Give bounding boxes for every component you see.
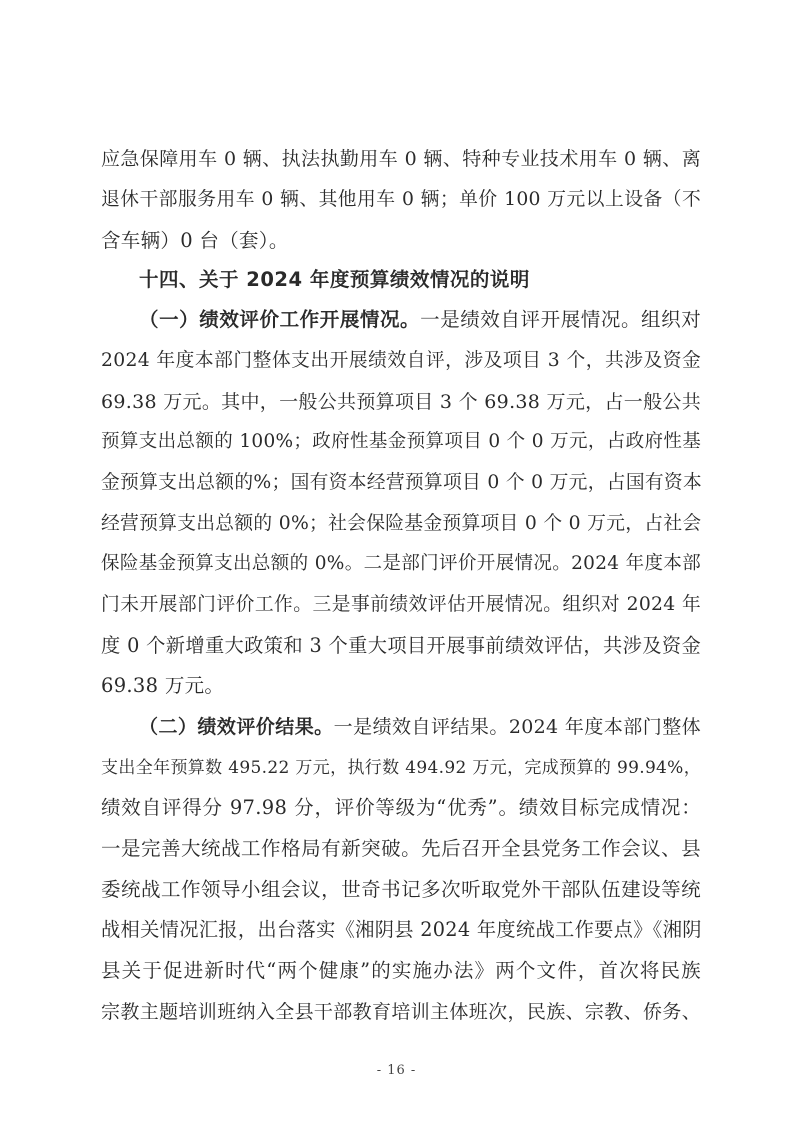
body-text-line: 2024 年度本部门整体支出开展绩效自评，涉及项目 3 个，共涉及资金 [101, 350, 701, 371]
body-text-line: 一是完善大统战工作格局有新突破。先后召开全县党务工作会议、县 [101, 837, 701, 860]
body-text-line: 69.38 万元。 [101, 674, 225, 697]
body-text-line: 含车辆）0 台（套）。 [101, 229, 289, 252]
subsection-first-line [139, 307, 701, 333]
body-text-line: 保险基金预算支出总额的 0%。二是部门评价开展情况。2024 年度本部 [101, 553, 701, 574]
body-text-line: 绩效自评得分 97.98 分，评价等级为“优秀”。绩效目标完成情况： [101, 796, 701, 819]
body-text-line: 69.38 万元。其中，一般公共预算项目 3 个 69.38 万元，占一般公共 [101, 391, 701, 413]
page-number: - 16 - [376, 1063, 417, 1078]
subsection-title: （一）绩效评价工作开展情况。 [139, 308, 421, 331]
body-text: 一是绩效自评结果。2024 年度本部门整体 [333, 716, 701, 738]
body-text-line: 宗教主题培训班纳入全县干部教育培训主体班次，民族、宗教、侨务、 [101, 1001, 701, 1023]
body-text-line: 战相关情况汇报，出台落实《湘阴县 2024 年度统战工作要点》《湘阴 [101, 918, 702, 941]
body-text-line: 度 0 个新增重大政策和 3 个重大项目开展事前绩效评估，共涉及资金 [101, 634, 701, 657]
subsection-title: （二）绩效评价结果。 [139, 716, 334, 738]
body-text-line: 退休干部服务用车 0 辆、其他用车 0 辆；单价 100 万元以上设备（不 [101, 189, 701, 210]
section-heading: 十四、关于 2024 年度预算绩效情况的说明 [139, 268, 530, 291]
body-text-line: 金预算支出总额的%；国有资本经营预算项目 0 个 0 万元，占国有资本 [101, 472, 703, 493]
body-text-line: 县关于促进新时代“两个健康”的实施办法》两个文件，首次将民族 [101, 959, 701, 982]
body-text-line: 经营预算支出总额的 0%；社会保险基金预算项目 0 个 0 万元，占社会 [101, 513, 702, 534]
body-text-line: 委统战工作领导小组会议，世奇书记多次听取党外干部队伍建设等统 [101, 878, 701, 901]
subsection-first-line [139, 714, 701, 740]
body-text: 一是绩效自评开展情况。组织对 [420, 308, 701, 331]
body-text-line: 支出全年预算数 495.22 万元，执行数 494.92 万元，完成预算的 99.94%， [101, 758, 701, 778]
body-text-line: 预算支出总额的 100%；政府性基金预算项目 0 个 0 万元，占政府性基 [101, 431, 701, 452]
body-text-line: 应急保障用车 0 辆、执法执勤用车 0 辆、特种专业技术用车 0 辆、离 [101, 148, 701, 170]
body-text-line: 门未开展部门评价工作。三是事前绩效评估开展情况。组织对 2024 年 [101, 594, 701, 615]
